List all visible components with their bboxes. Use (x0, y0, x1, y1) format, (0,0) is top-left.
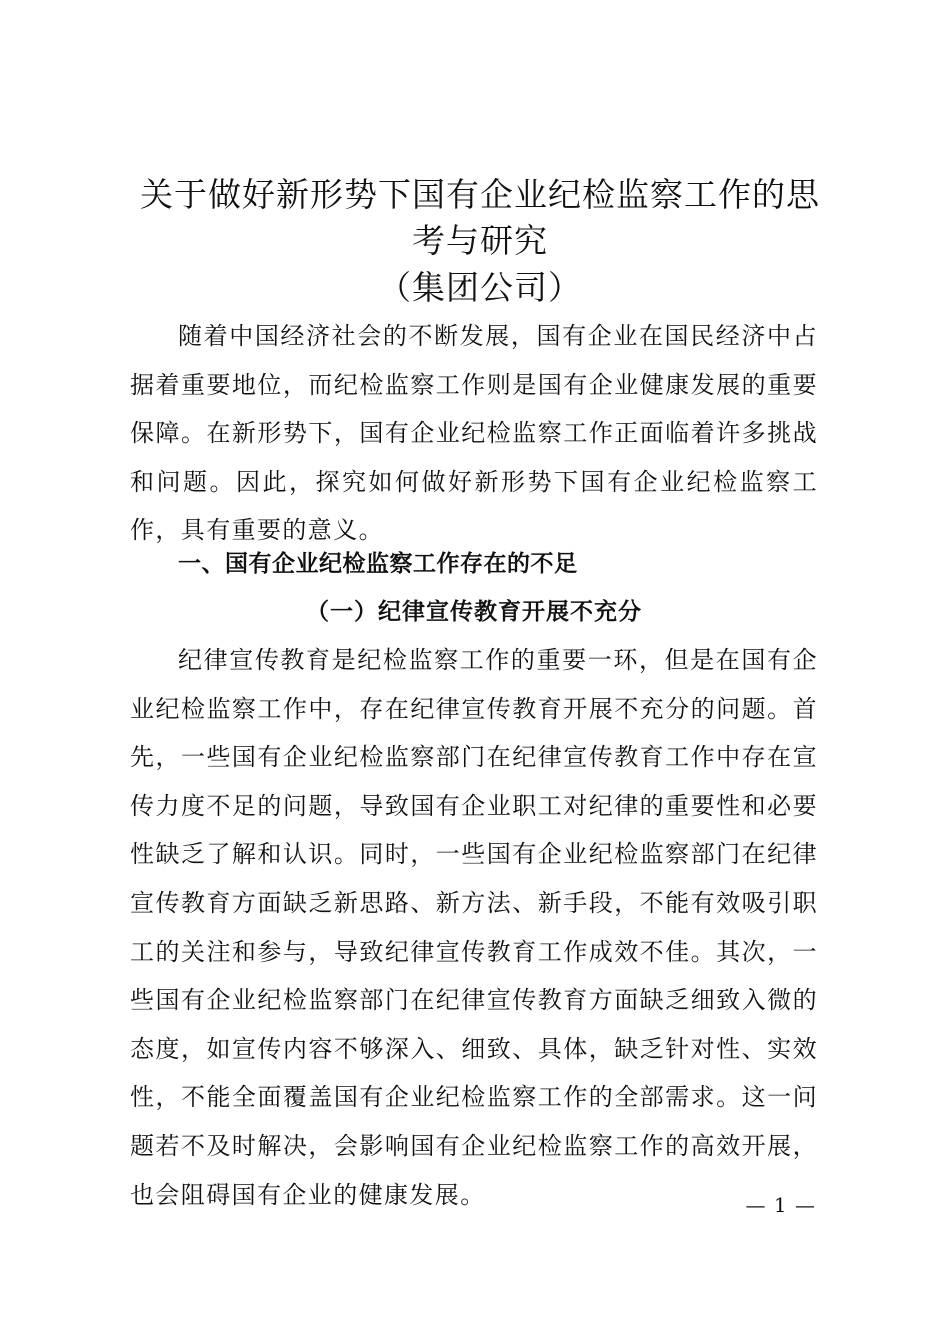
section-heading: 一、国有企业纪检监察工作存在的不足 (178, 551, 578, 577)
document-title-line-1: 关于做好新形势下国有企业纪检监察工作的思 (140, 175, 820, 214)
subsection-heading: （一）纪律宣传教育开展不充分 (306, 598, 642, 625)
body-paragraph: 纪律宣传教育是纪检监察工作的重要一环，但是在国有企业纪检监察工作中，存在纪律宣传教育开展不充分的问题。首先，一些国有企业纪检监察部门在纪律宣传教育工作中存在宣传力度不足的问题，导致国有企业职工对纪律的重要性和必要性缺乏了解和认识。同时，一些国有企业纪检监察部门在纪律宣传教育方面缺乏新思路、新方法、新手段，不能有效吸引职工的关注和参与，导致纪律宣传教育工作成效不佳。其次，一些国有企业纪检监察部门在纪律宣传教育方面缺乏细致入微的态度，如宣传内容不够深入、细致、具体，缺乏针对性、实效性，不能全面覆盖国有企业纪检监察工作的全部需求。这一问题若不及时解决，会影响国有企业纪检监察工作的高效开展，也会阻碍国有企业的健康发展。 (130, 646, 818, 1209)
intro-paragraph: 随着中国经济社会的不断发展，国有企业在国民经济中占据着重要地位，而纪检监察工作则是国有企业健康发展的重要保障。在新形势下，国有企业纪检监察工作正面临着许多挑战和问题。因此，探究如何做好新形势下国有企业纪检监察工作，具有重要的意义。 (130, 322, 818, 545)
document-title-line-2: 考与研究 (412, 221, 548, 260)
page-number: — 1 — (745, 1193, 816, 1217)
document-subtitle: （集团公司） (378, 268, 582, 307)
